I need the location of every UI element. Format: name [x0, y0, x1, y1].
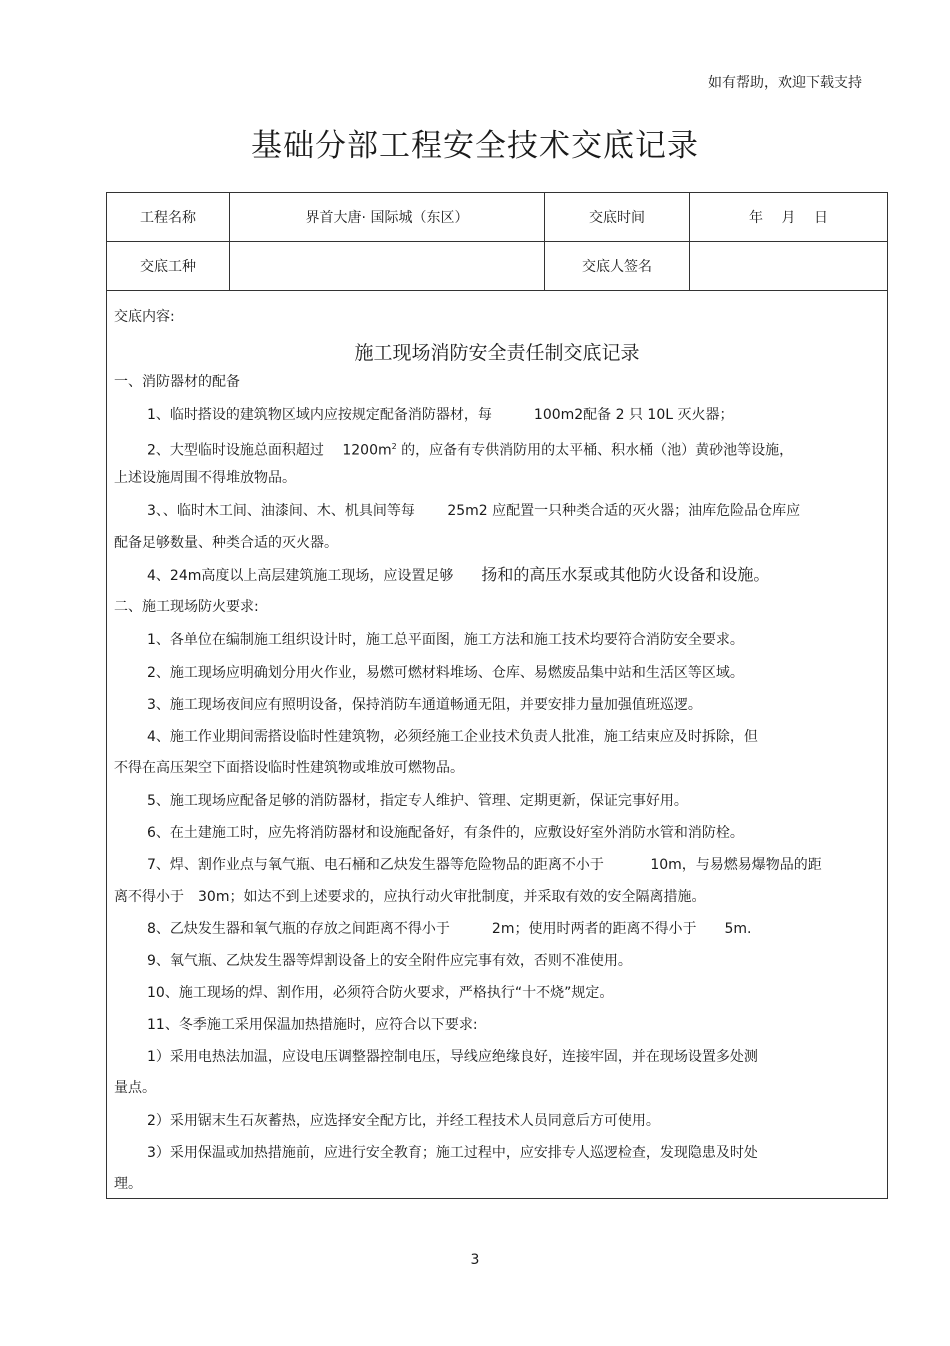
page-number: 3	[470, 1252, 480, 1268]
clause-1-4	[147, 566, 769, 585]
clause-2-7-continued: 离不得小于 30m；如达不到上述要求的，应执行动火审批制度，并采取有效的安全隔离措施。	[114, 889, 706, 905]
project-name-value: 界首大唐· 国际城（东区）	[230, 193, 545, 241]
clause-2-11-3: 3）采用保温或加热措施前，应进行安全教育；施工过程中，应安排专人巡逻检查，发现隐患及时处	[147, 1145, 758, 1161]
clause-2-10: 10、施工现场的焊、割作用，必须符合防火要求，严格执行“十不烧”规定。	[147, 985, 614, 1001]
briefing-time-label: 交底时间	[545, 193, 690, 241]
section-1-title: 一、消防器材的配备	[114, 374, 240, 390]
clause-1-4-part-b: 扬和的高压水泵或其他防火设备和设施。	[481, 565, 770, 584]
clause-2-2: 2、施工现场应明确划分用火作业，易燃可燃材料堆场、仓库、易燃废品集中站和生活区等区域。	[147, 665, 744, 681]
section-2-title: 二、施工现场防火要求:	[114, 599, 259, 615]
clause-1-2-continued: 上述设施周围不得堆放物品。	[114, 470, 296, 486]
signer-value	[690, 241, 887, 290]
clause-1-3-continued: 配备足够数量、种类合适的灭火器。	[114, 535, 338, 551]
clause-2-11-1-continued: 量点。	[114, 1080, 156, 1096]
clause-1-2-part-b: 的，应备有专供消防用的太平桶、积水桶（池）黄砂池等设施，	[396, 442, 794, 459]
clause-2-1: 1、各单位在编制施工组织设计时，施工总平面图，施工方法和施工技术均要符合消防安全要求。	[147, 632, 744, 648]
clause-2-5: 5、施工现场应配备足够的消防器材，指定专人维护、管理、定期更新，保证完事好用。	[147, 793, 688, 809]
clause-2-4: 4、施工作业期间需搭设临时性建筑物，必须经施工企业技术负责人批准，施工结束应及时拆除，但	[147, 729, 758, 745]
clause-2-11-1: 1）采用电热法加温，应设电压调整器控制电压，导线应绝缘良好，连接牢固，并在现场设置多处测	[147, 1049, 758, 1065]
content-label: 交底内容:	[114, 309, 175, 325]
clause-2-11-3-continued: 理。	[114, 1176, 142, 1192]
clause-2-6: 6、在土建施工时，应先将消防器材和设施配备好，有条件的，应敷设好室外消防水管和消防栓。	[147, 825, 744, 841]
clause-2-3: 3、施工现场夜间应有照明设备，保持消防车通道畅通无阻，并要安排力量加强值班巡逻。	[147, 697, 702, 713]
clause-2-9: 9、氧气瓶、乙炔发生器等焊割设备上的安全附件应完事有效，否则不准使用。	[147, 953, 632, 969]
clause-1-2	[147, 438, 793, 460]
header-note: 如有帮助，欢迎下载支持	[708, 75, 862, 91]
clause-2-7: 7、焊、割作业点与氧气瓶、电石桶和乙炔发生器等危险物品的距离不小于 10m，与易燃易爆物品的距	[147, 857, 822, 873]
clause-1-4-part-a: 4、24m高度以上高层建筑施工现场，应设置足够	[147, 568, 482, 584]
safety-briefing-form	[106, 192, 888, 1199]
form-row-project	[107, 193, 887, 242]
clause-2-8: 8、乙炔发生器和氧气瓶的存放之间距离不得小于 2m；使用时两者的距离不得小于 5m.	[147, 921, 752, 937]
project-name-label: 工程名称	[107, 193, 230, 241]
work-type-label: 交底工种	[107, 241, 230, 290]
briefing-time-value: 年 月 日	[749, 210, 828, 226]
clause-1-1: 1、临时搭设的建筑物区域内应按规定配备消防器材，每 100m2配备 2 只 10L 灭火器；	[147, 407, 734, 423]
form-row-work-type	[107, 241, 887, 291]
content-subtitle: 施工现场消防安全责任制交底记录	[354, 342, 640, 364]
superscript-2: 2	[391, 442, 397, 451]
clause-1-2-part-a: 2、大型临时设施总面积超过 1200m	[147, 442, 392, 459]
clause-2-11: 11、冬季施工采用保温加热措施时，应符合以下要求:	[147, 1017, 478, 1033]
work-type-value	[230, 241, 545, 290]
document-title: 基础分部工程安全技术交底记录	[251, 128, 699, 164]
clause-1-3: 3、、临时木工间、油漆间、木、机具间等每 25m2 应配置一只种类合适的灭火器；油库危险品仓库应	[147, 503, 801, 519]
clause-2-11-2: 2）采用锯末生石灰蓄热，应选择安全配方比，并经工程技术人员同意后方可使用。	[147, 1113, 660, 1129]
signer-label: 交底人签名	[545, 241, 690, 290]
clause-2-4-continued: 不得在高压架空下面搭设临时性建筑物或堆放可燃物品。	[114, 760, 464, 776]
